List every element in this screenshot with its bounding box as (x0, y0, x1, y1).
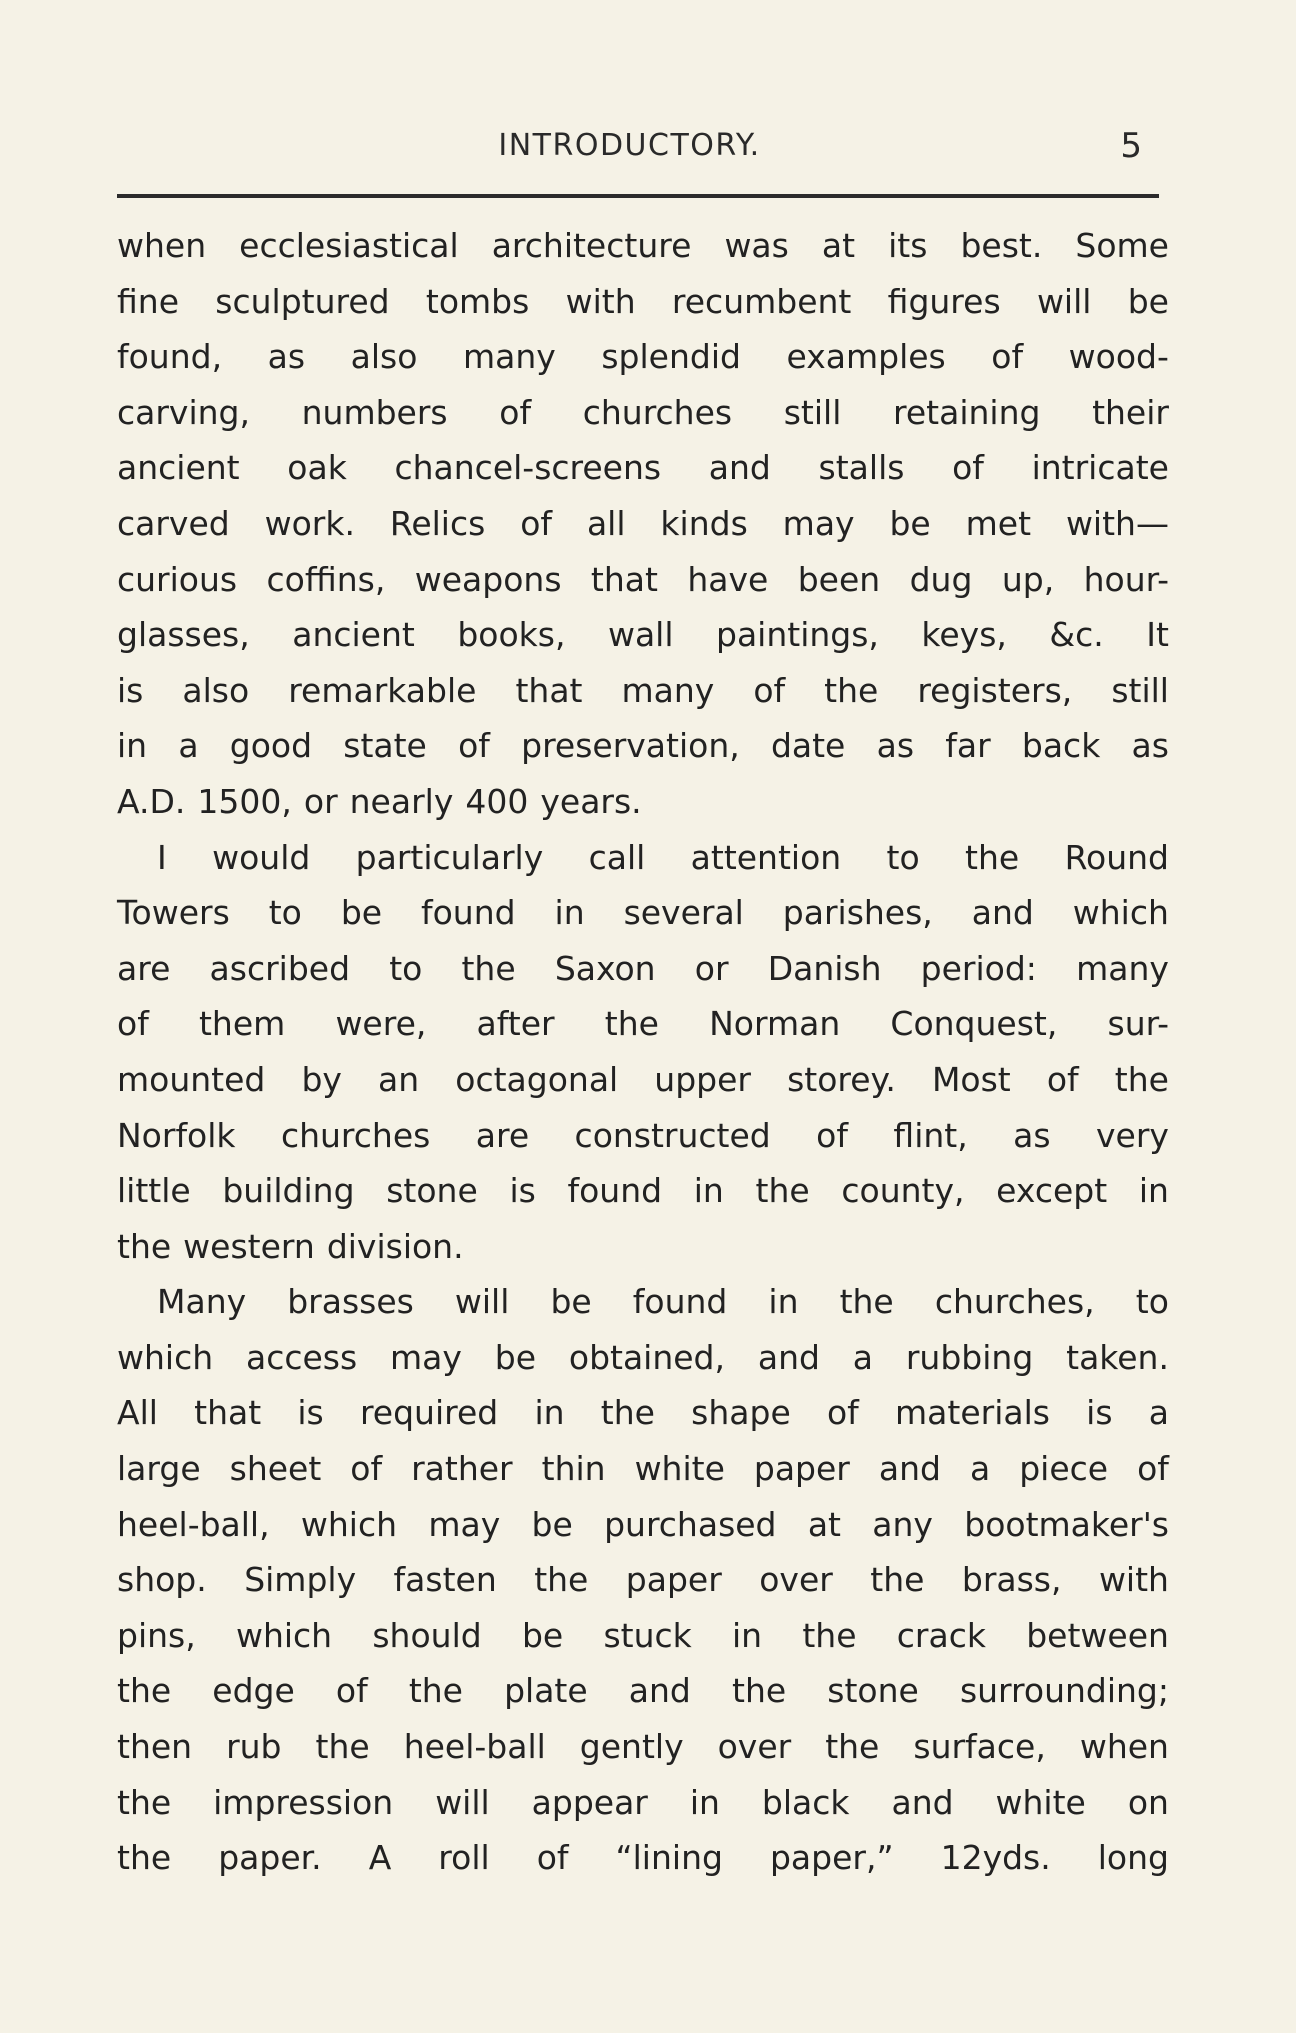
text-line: little building stone is found in the county, except in (117, 1171, 1169, 1211)
text-line: shop. Simply fasten the paper over the brass, with (117, 1560, 1169, 1600)
text-line: fine sculptured tombs with recumbent figures will be (117, 281, 1169, 321)
text-line: the paper. A roll of “lining paper,” 12yds. long (117, 1838, 1169, 1878)
text-line: heel-ball, which may be purchased at any bootmaker's (117, 1504, 1169, 1544)
running-head-title: INTRODUCTORY. (498, 128, 761, 163)
text-line: pins, which should be stuck in the crack between (117, 1615, 1169, 1655)
text-line: ancient oak chancel-screens and stalls of intricate (117, 448, 1169, 488)
body-text (117, 218, 1169, 1886)
running-head (117, 118, 1142, 178)
text-line: the western division. (117, 1226, 464, 1266)
text-line: then rub the heel-ball gently over the surface, when (117, 1727, 1169, 1767)
text-line: All that is required in the shape of materials is a (117, 1393, 1169, 1433)
text-line: I would particularly call attention to the Round (157, 837, 1169, 877)
text-line: is also remarkable that many of the registers, still (117, 670, 1169, 710)
text-line: large sheet of rather thin white paper and a piece of (117, 1449, 1169, 1489)
text-line: when ecclesiastical architecture was at its best. Some (117, 226, 1169, 265)
text-line: glasses, ancient books, wall paintings, keys, &c. It (117, 615, 1169, 655)
text-line: Many brasses will be found in the churches, to (157, 1282, 1169, 1322)
text-line: in a good state of preservation, date as far back as (117, 726, 1169, 766)
text-line: which access may be obtained, and a rubbing taken. (117, 1337, 1169, 1377)
text-line: carving, numbers of churches still retaining their (117, 392, 1169, 432)
header-rule (117, 194, 1159, 198)
page-number: 5 (1120, 126, 1142, 166)
text-line: of them were, after the Norman Conquest, sur- (117, 1004, 1169, 1044)
text-line: Norfolk churches are constructed of flint, as very (117, 1115, 1169, 1155)
text-line: mounted by an octagonal upper storey. Most of the (117, 1059, 1169, 1099)
text-line: Towers to be found in several parishes, and which (117, 893, 1169, 933)
text-line: carved work. Relics of all kinds may be met with— (117, 503, 1169, 543)
text-line: the edge of the plate and the stone surrounding; (117, 1671, 1169, 1711)
text-line: are ascribed to the Saxon or Danish period: many (117, 948, 1169, 988)
text-line: curious coffins, weapons that have been dug up, hour- (117, 559, 1169, 599)
text-line: the impression will appear in black and white on (117, 1782, 1169, 1822)
text-line: A.D. 1500, or nearly 400 years. (117, 781, 642, 821)
text-line: found, as also many splendid examples of wood- (117, 337, 1169, 377)
